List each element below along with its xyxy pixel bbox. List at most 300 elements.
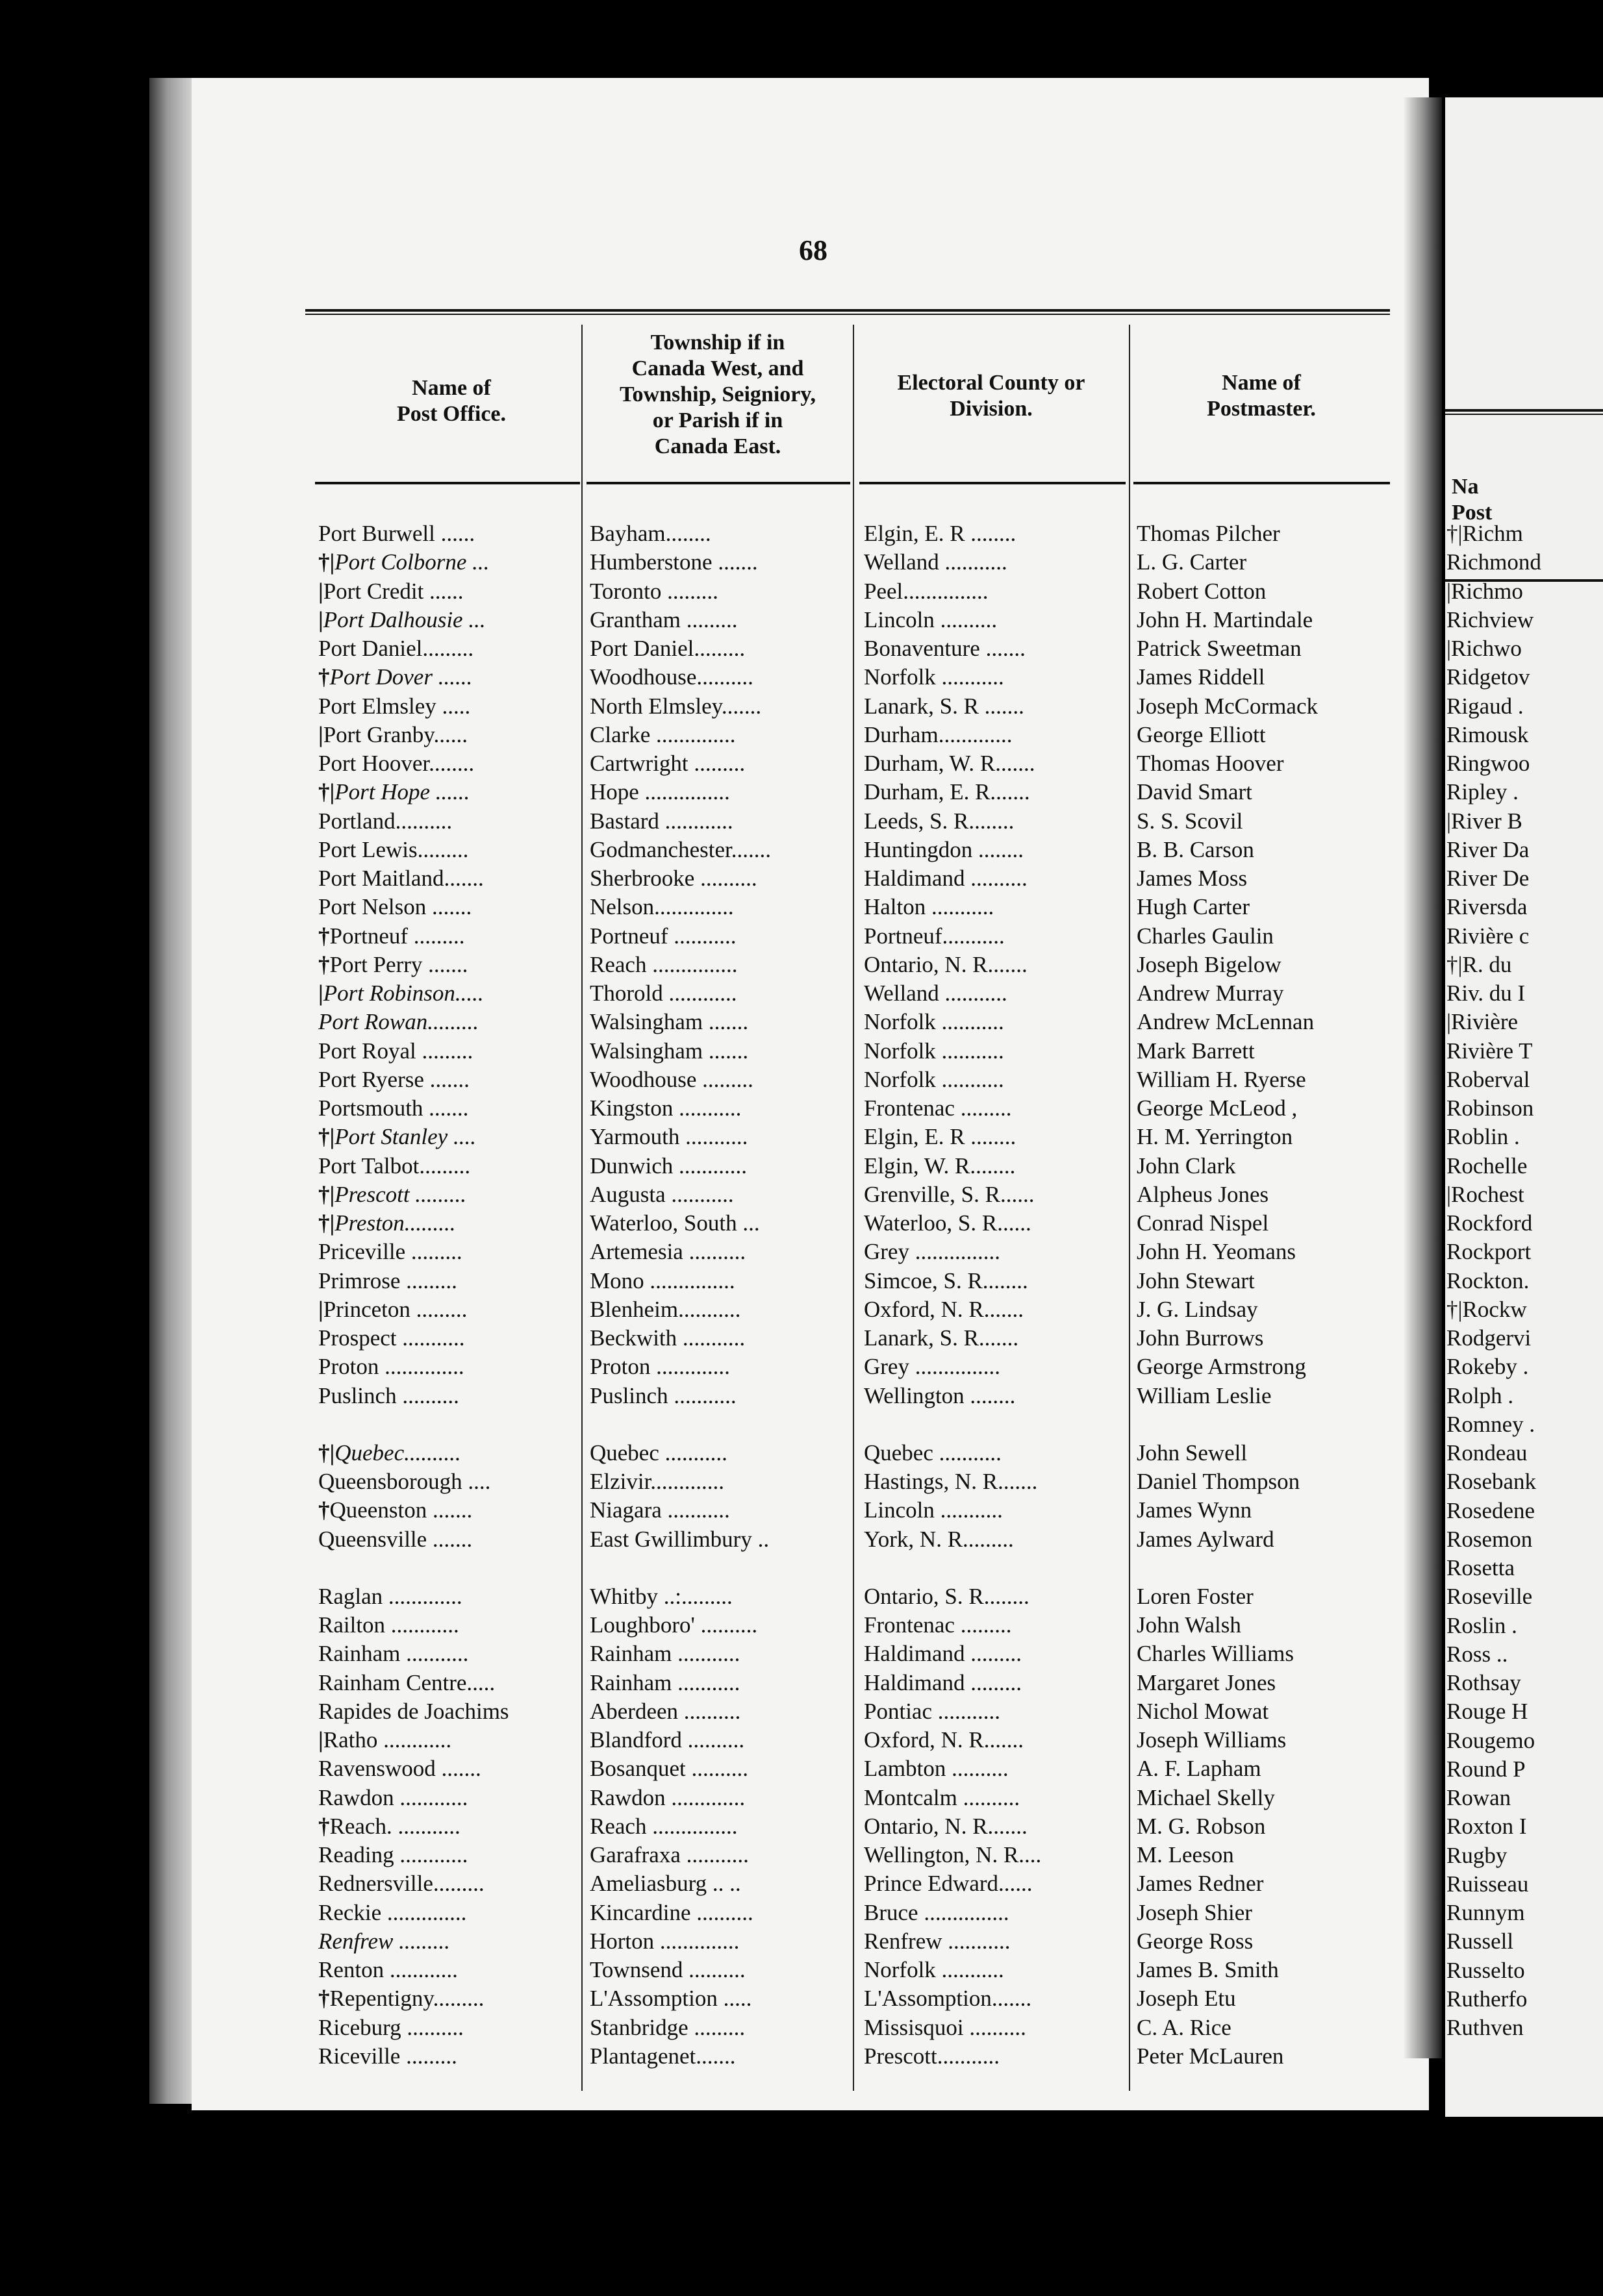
adjacent-row-text: Rougemo	[1446, 1728, 1535, 1753]
post-office-cell	[318, 979, 581, 1008]
table-row	[0, 1439, 1248, 1467]
county-cell: Oxford, N. R.......	[864, 1727, 1024, 1753]
township-cell: East Gwillimbury ..	[590, 1527, 770, 1552]
post-office-cell	[318, 1899, 581, 1927]
adjacent-row-text: Rockford	[1446, 1210, 1533, 1236]
table-row	[0, 922, 1274, 951]
township-cell: Loughboro' ..........	[590, 1612, 758, 1638]
adjacent-row-text: River Da	[1446, 837, 1530, 862]
township-cell: Townsend ..........	[590, 1957, 746, 1982]
county-cell: Hastings, N. R.......	[864, 1469, 1038, 1494]
post-office-name: Reckie ..............	[318, 1900, 467, 1925]
post-office-cell	[318, 1180, 581, 1209]
table-row	[0, 1784, 1275, 1812]
adjacent-row-text: Ruisseau	[1446, 1871, 1529, 1897]
post-office-name: Port Maitland.......	[318, 866, 484, 891]
post-office-cell	[318, 1152, 581, 1180]
post-office-name: Prescott .........	[334, 1182, 467, 1207]
postmaster-cell: Patrick Sweetman	[1137, 636, 1302, 661]
county-cell: Ontario, N. R.......	[864, 1814, 1028, 1839]
county-cell: Norfolk ...........	[864, 1067, 1004, 1092]
postmaster-cell: Peter McLauren	[1137, 2043, 1284, 2069]
post-office-cell	[318, 922, 581, 951]
county-cell: Elgin, E. R ........	[864, 521, 1016, 546]
post-office-name: Port Hoover........	[318, 751, 475, 776]
post-office-name: Port Robinson.....	[323, 980, 484, 1006]
office-status-marker: †|	[318, 1210, 335, 1236]
post-office-name: Portneuf .........	[329, 923, 465, 949]
township-cell: Walsingham .......	[590, 1038, 749, 1064]
post-office-name: Queenston .......	[329, 1497, 473, 1523]
postmaster-cell: John Sewell	[1137, 1440, 1248, 1466]
postmaster-cell: Thomas Hoover	[1137, 751, 1284, 776]
county-cell: Lincoln ...........	[864, 1497, 1003, 1523]
township-cell: Dunwich ............	[590, 1153, 748, 1179]
post-office-cell	[318, 1582, 581, 1611]
township-cell: Elzivir.............	[590, 1469, 725, 1494]
table-row	[0, 893, 1250, 921]
post-office-name: Reach. ...........	[329, 1814, 461, 1839]
township-cell: Rawdon .............	[590, 1785, 746, 1810]
county-cell: Norfolk ...........	[864, 1009, 1004, 1034]
adjacent-page	[1445, 97, 1603, 2117]
post-office-cell	[318, 634, 581, 663]
post-office-name: Portland..........	[318, 808, 453, 834]
post-office-cell	[318, 1754, 581, 1783]
table-row	[0, 951, 1281, 979]
postmaster-cell: William H. Ryerse	[1137, 1067, 1306, 1092]
township-cell: Toronto .........	[590, 579, 718, 604]
table-row	[0, 1726, 1287, 1754]
postmaster-cell: L. G. Carter	[1137, 549, 1247, 575]
header-township	[585, 330, 851, 460]
postmaster-cell: C. A. Rice	[1137, 2015, 1231, 2040]
county-cell: L'Assomption.......	[864, 1986, 1032, 2011]
post-office-cell	[318, 1353, 581, 1381]
county-cell: Missisquoi ..........	[864, 2015, 1026, 2040]
post-office-name: Port Granby......	[323, 722, 468, 747]
county-cell: Elgin, E. R ........	[864, 1124, 1016, 1149]
office-status-marker: |	[318, 579, 323, 604]
post-office-cell	[318, 807, 581, 836]
postmaster-cell: James B. Smith	[1137, 1957, 1279, 1982]
county-cell: Portneuf...........	[864, 923, 1005, 949]
table-row	[0, 1180, 1269, 1209]
header-separator	[587, 482, 850, 484]
post-office-name: Port Stanley ....	[334, 1124, 476, 1149]
postmaster-cell: Andrew McLennan	[1137, 1009, 1315, 1034]
table-row	[0, 1008, 1315, 1036]
table-row	[0, 1382, 1272, 1410]
adjacent-row-text: Rockton.	[1446, 1268, 1530, 1293]
county-cell: Grey ...............	[864, 1354, 1000, 1379]
post-office-name: Repentigny.........	[329, 1986, 485, 2011]
postmaster-cell: Michael Skelly	[1137, 1785, 1275, 1810]
township-cell: Clarke ..............	[590, 722, 736, 747]
township-cell: Hope ...............	[590, 779, 730, 805]
header-line: Name of	[412, 376, 491, 400]
postmaster-cell: Charles Williams	[1137, 1641, 1294, 1666]
office-status-marker: |	[318, 722, 323, 747]
postmaster-cell: Joseph Bigelow	[1137, 952, 1281, 977]
header-line: Canada West, and	[631, 356, 804, 381]
county-cell: Leeds, S. R........	[864, 808, 1015, 834]
table-row	[0, 634, 1302, 663]
township-cell: Mono ...............	[590, 1268, 735, 1293]
table-row	[0, 1841, 1234, 1869]
table-row	[0, 836, 1254, 864]
header-line: Postmaster.	[1207, 397, 1316, 421]
post-office-name: Renfrew .........	[318, 1928, 450, 1954]
office-status-marker: †|	[318, 549, 335, 575]
post-office-name: Rednersville.........	[318, 1871, 485, 1896]
adjacent-row-text: Roblin .	[1446, 1124, 1520, 1149]
post-office-cell	[318, 749, 581, 778]
post-office-cell	[318, 577, 581, 606]
postmaster-cell: Thomas Pilcher	[1137, 521, 1280, 546]
post-office-cell	[318, 721, 581, 749]
table-row	[0, 1152, 1234, 1180]
post-office-name: Rainham ...........	[318, 1641, 469, 1666]
county-cell: Peel...............	[864, 579, 989, 604]
postmaster-cell: Joseph Shier	[1137, 1900, 1252, 1925]
post-office-cell	[318, 663, 581, 692]
township-cell: Garafraxa ...........	[590, 1842, 749, 1867]
postmaster-cell: Joseph McCormack	[1137, 693, 1318, 719]
county-cell: Lanark, S. R.......	[864, 1325, 1019, 1351]
header-separator	[315, 482, 580, 484]
postmaster-cell: M. G. Robson	[1137, 1814, 1266, 1839]
county-cell: Huntingdon ........	[864, 837, 1024, 862]
post-office-cell	[318, 1784, 581, 1812]
post-office-cell	[318, 548, 581, 577]
table-row	[0, 1094, 1298, 1123]
township-cell: Walsingham .......	[590, 1009, 749, 1034]
table-row	[0, 1238, 1296, 1266]
post-office-cell	[318, 951, 581, 979]
page-gutter	[1403, 97, 1442, 2058]
post-office-name: Port Elmsley .....	[318, 693, 471, 719]
postmaster-cell: B. B. Carson	[1137, 837, 1254, 862]
header-post-office	[325, 375, 578, 427]
post-office-cell	[318, 1295, 581, 1324]
township-cell: Augusta ...........	[590, 1182, 734, 1207]
table-row	[0, 692, 1318, 721]
post-office-name: Port Hope ......	[334, 779, 470, 805]
adjacent-row-text: Riv. du I	[1446, 980, 1526, 1006]
post-office-name: Primrose .........	[318, 1268, 457, 1293]
office-status-marker: †	[318, 923, 330, 949]
post-office-cell	[318, 1869, 581, 1898]
post-office-name: Port Royal .........	[318, 1038, 473, 1064]
post-office-cell	[318, 606, 581, 634]
post-office-name: Port Talbot.........	[318, 1153, 471, 1179]
county-cell: Wellington ........	[864, 1383, 1016, 1408]
postmaster-cell: John Clark	[1137, 1153, 1236, 1179]
post-office-name: Proton ..............	[318, 1354, 464, 1379]
table-row	[0, 1669, 1276, 1697]
post-office-name: Princeton .........	[323, 1297, 468, 1322]
table-row	[0, 1984, 1234, 2013]
adjacent-page-rule	[1445, 409, 1603, 415]
township-cell: Woodhouse..........	[590, 664, 753, 690]
post-office-cell	[318, 1267, 581, 1295]
postmaster-cell: S. S. Scovil	[1137, 808, 1243, 834]
post-office-cell	[318, 1238, 581, 1266]
county-cell: Prescott...........	[864, 2043, 1000, 2069]
adjacent-row-text: Rivière T	[1446, 1038, 1533, 1064]
post-office-cell	[318, 519, 581, 548]
county-cell: Durham, E. R.......	[864, 779, 1030, 805]
office-status-marker: †|	[318, 1182, 335, 1207]
post-office-cell	[318, 1841, 581, 1869]
header-line: Canada East.	[654, 434, 781, 458]
header-line: Post Office.	[396, 402, 507, 426]
township-cell: Rainham ...........	[590, 1641, 740, 1666]
postmaster-cell: John H. Martindale	[1137, 607, 1313, 632]
adjacent-row-text: Rugby	[1446, 1843, 1508, 1868]
top-double-rule	[305, 309, 1390, 315]
adjacent-row-text: Romney .	[1446, 1412, 1535, 1437]
adjacent-row-text: Round P	[1446, 1756, 1526, 1782]
table-row	[0, 1899, 1252, 1927]
county-cell: Ontario, N. R.......	[864, 952, 1028, 977]
township-cell: North Elmsley.......	[590, 693, 762, 719]
township-cell: Sherbrooke ..........	[590, 866, 757, 891]
adjacent-row-text: |Rivière	[1446, 1009, 1519, 1034]
county-cell: Haldimand .........	[864, 1641, 1022, 1666]
township-cell: Proton .............	[590, 1354, 730, 1379]
adjacent-row-text: Rokeby .	[1446, 1354, 1529, 1379]
adjacent-row-text: Roslin .	[1446, 1613, 1517, 1638]
header-line: Name of	[1222, 371, 1301, 395]
post-office-cell	[318, 2042, 581, 2071]
county-cell: Wellington, N. R....	[864, 1842, 1042, 1867]
county-cell: Haldimand .........	[864, 1670, 1022, 1695]
township-cell: Reach ...............	[590, 952, 738, 977]
post-office-cell	[318, 1324, 581, 1353]
township-cell: Portneuf ...........	[590, 923, 737, 949]
post-office-name: Port Rowan.........	[318, 1009, 479, 1034]
header-line: Division.	[950, 397, 1033, 421]
table-row	[0, 577, 1267, 606]
township-cell: Reach ...............	[590, 1814, 738, 1839]
postmaster-cell: John H. Yeomans	[1137, 1239, 1296, 1264]
post-office-cell	[318, 1066, 581, 1094]
office-status-marker: †	[318, 1497, 330, 1523]
adjacent-row-text: Rutherfo	[1446, 1986, 1528, 2012]
postmaster-cell: Joseph Etu	[1137, 1986, 1236, 2011]
adjacent-row-text: Rosedene	[1446, 1498, 1535, 1523]
adjacent-row-text: Rimousk	[1446, 722, 1529, 747]
county-cell: Lambton ..........	[864, 1756, 1009, 1781]
postmaster-cell: H. M. Yerrington	[1137, 1124, 1293, 1149]
post-office-name: Railton ............	[318, 1612, 459, 1638]
table-row	[0, 807, 1243, 836]
post-office-name: Puslinch ..........	[318, 1383, 459, 1408]
county-cell: Grey ...............	[864, 1239, 1000, 1264]
table-row	[0, 1582, 1254, 1611]
postmaster-cell: Charles Gaulin	[1137, 923, 1274, 949]
post-office-name: Port Nelson .......	[318, 894, 472, 919]
township-cell: Blenheim...........	[590, 1297, 741, 1322]
postmaster-cell: George Ross	[1137, 1928, 1254, 1954]
adjacent-row-text: Rondeau	[1446, 1440, 1528, 1466]
adjacent-row-text: Richmond	[1446, 549, 1541, 575]
post-office-name: Rawdon ............	[318, 1785, 468, 1810]
table-row	[0, 1324, 1264, 1353]
adjacent-row-text: Runnym	[1446, 1900, 1525, 1925]
township-cell: Grantham .........	[590, 607, 738, 632]
office-status-marker: †|	[318, 779, 335, 805]
county-cell: Pontiac ...........	[864, 1699, 1000, 1724]
table-row	[0, 1295, 1258, 1324]
adjacent-row-text: Rouge H	[1446, 1699, 1528, 1724]
adjacent-row-text: Roberval	[1446, 1067, 1530, 1092]
post-office-cell	[318, 1467, 581, 1496]
table-row	[0, 1525, 1274, 1554]
county-cell: Frontenac .........	[864, 1612, 1012, 1638]
post-office-name: Ravenswood .......	[318, 1756, 481, 1781]
county-cell: Frontenac .........	[864, 1095, 1012, 1121]
table-row	[0, 1611, 1241, 1640]
adjacent-row-text: |River B	[1446, 808, 1522, 834]
adjacent-row-text: |Richwo	[1446, 636, 1522, 661]
post-office-name: Port Daniel.........	[318, 636, 474, 661]
office-status-marker: †	[318, 1986, 330, 2011]
postmaster-cell: James Riddell	[1137, 664, 1265, 690]
post-office-name: Preston.........	[334, 1210, 456, 1236]
township-cell: Artemesia ..........	[590, 1239, 746, 1264]
table-row	[0, 2042, 1284, 2071]
adjacent-row-text: Rochelle	[1446, 1153, 1528, 1179]
post-office-name: Prospect ...........	[318, 1325, 465, 1351]
postmaster-cell: Robert Cotton	[1137, 579, 1267, 604]
table-row	[0, 663, 1265, 692]
post-office-name: Port Burwell ......	[318, 521, 475, 546]
post-office-name: Reading ............	[318, 1842, 468, 1867]
township-cell: Cartwright .........	[590, 751, 746, 776]
post-office-name: Quebec..........	[334, 1440, 461, 1466]
post-office-cell	[318, 1984, 581, 2013]
adjacent-row-text: Rolph .	[1446, 1383, 1514, 1408]
post-office-cell	[318, 1439, 581, 1467]
township-cell: Thorold ............	[590, 980, 737, 1006]
adjacent-row-text: Rowan	[1446, 1785, 1511, 1810]
post-office-name: Riceville .........	[318, 2043, 457, 2069]
postmaster-cell: John Stewart	[1137, 1268, 1255, 1293]
post-office-cell	[318, 893, 581, 921]
county-cell: York, N. R.........	[864, 1527, 1014, 1552]
post-office-name: Port Credit ......	[323, 579, 464, 604]
post-office-cell	[318, 1697, 581, 1726]
township-cell: Blandford ..........	[590, 1727, 745, 1753]
postmaster-cell: James Aylward	[1137, 1527, 1274, 1552]
county-cell: Bonaventure .......	[864, 636, 1026, 661]
township-cell: Woodhouse .........	[590, 1067, 753, 1092]
township-cell: Horton ..............	[590, 1928, 740, 1954]
county-cell: Waterloo, S. R......	[864, 1210, 1031, 1236]
township-cell: L'Assomption .....	[590, 1986, 752, 2011]
township-cell: Beckwith ...........	[590, 1325, 746, 1351]
postmaster-cell: David Smart	[1137, 779, 1252, 805]
table-row	[0, 606, 1313, 634]
table-row	[0, 1927, 1254, 1956]
post-office-name: Rainham Centre.....	[318, 1670, 496, 1695]
header-line: Township if in	[650, 331, 785, 355]
adjacent-row-text: †|R. du	[1446, 952, 1512, 977]
adjacent-header-line: Na	[1452, 475, 1479, 499]
post-office-name: Ratho ............	[323, 1727, 452, 1753]
adjacent-row-text: Ridgetov	[1446, 664, 1530, 690]
header-county	[856, 370, 1126, 422]
table-row	[0, 1640, 1294, 1668]
postmaster-cell: Nichol Mowat	[1137, 1699, 1269, 1724]
county-cell: Lincoln ..........	[864, 607, 998, 632]
adjacent-row-text: Ringwoo	[1446, 751, 1530, 776]
table-row	[0, 1267, 1255, 1295]
county-cell: Simcoe, S. R........	[864, 1268, 1028, 1293]
county-cell: Oxford, N. R.......	[864, 1297, 1024, 1322]
township-cell: Ameliasburg .. ..	[590, 1871, 741, 1896]
post-office-name: Portsmouth .......	[318, 1095, 469, 1121]
adjacent-row-text: Rothsay	[1446, 1670, 1521, 1695]
adjacent-row-text: Richview	[1446, 607, 1534, 632]
township-cell: Quebec ...........	[590, 1440, 727, 1466]
postmaster-cell: George McLeod ,	[1137, 1095, 1298, 1121]
township-cell: Bastard ............	[590, 808, 733, 834]
header-separator	[1133, 482, 1390, 484]
post-office-cell	[318, 1956, 581, 1984]
county-cell: Haldimand ..........	[864, 866, 1028, 891]
post-office-cell	[318, 1611, 581, 1640]
post-office-cell	[318, 1669, 581, 1697]
postmaster-cell: Mark Barrett	[1137, 1038, 1255, 1064]
post-office-cell	[318, 1726, 581, 1754]
postmaster-cell: Hugh Carter	[1137, 894, 1250, 919]
adjacent-row-text: Rigaud .	[1446, 693, 1524, 719]
table-row	[0, 1037, 1255, 1066]
adjacent-row-text: Russelto	[1446, 1958, 1525, 1983]
table-row	[0, 1697, 1269, 1726]
table-row	[0, 1869, 1264, 1898]
post-office-name: Riceburg ..........	[318, 2015, 464, 2040]
adjacent-row-text: |Rochest	[1446, 1182, 1524, 1207]
adjacent-row-text: Rockport	[1446, 1239, 1532, 1264]
county-cell: Norfolk ...........	[864, 664, 1004, 690]
header-postmaster	[1131, 370, 1391, 422]
table-row	[0, 1066, 1306, 1094]
office-status-marker: †|	[318, 1440, 335, 1466]
adjacent-row-text: River De	[1446, 866, 1530, 891]
county-cell: Durham.............	[864, 722, 1013, 747]
township-cell: Port Daniel.........	[590, 636, 746, 661]
county-cell: Norfolk ...........	[864, 1957, 1004, 1982]
township-cell: Kincardine ..........	[590, 1900, 753, 1925]
office-status-marker: †	[318, 1814, 330, 1839]
township-cell: Stanbridge .........	[590, 2015, 746, 2040]
adjacent-row-text: Ruthven	[1446, 2015, 1524, 2040]
township-cell: Bayham........	[590, 521, 711, 546]
adjacent-row-text: Roseville	[1446, 1584, 1533, 1609]
post-office-cell	[318, 1525, 581, 1554]
adjacent-header-line: Post	[1452, 501, 1493, 525]
county-cell: Halton ...........	[864, 894, 994, 919]
office-status-marker: |	[318, 1297, 323, 1322]
postmaster-cell: Daniel Thompson	[1137, 1469, 1300, 1494]
adjacent-row-text: Ripley .	[1446, 779, 1519, 805]
header-separator	[859, 482, 1126, 484]
